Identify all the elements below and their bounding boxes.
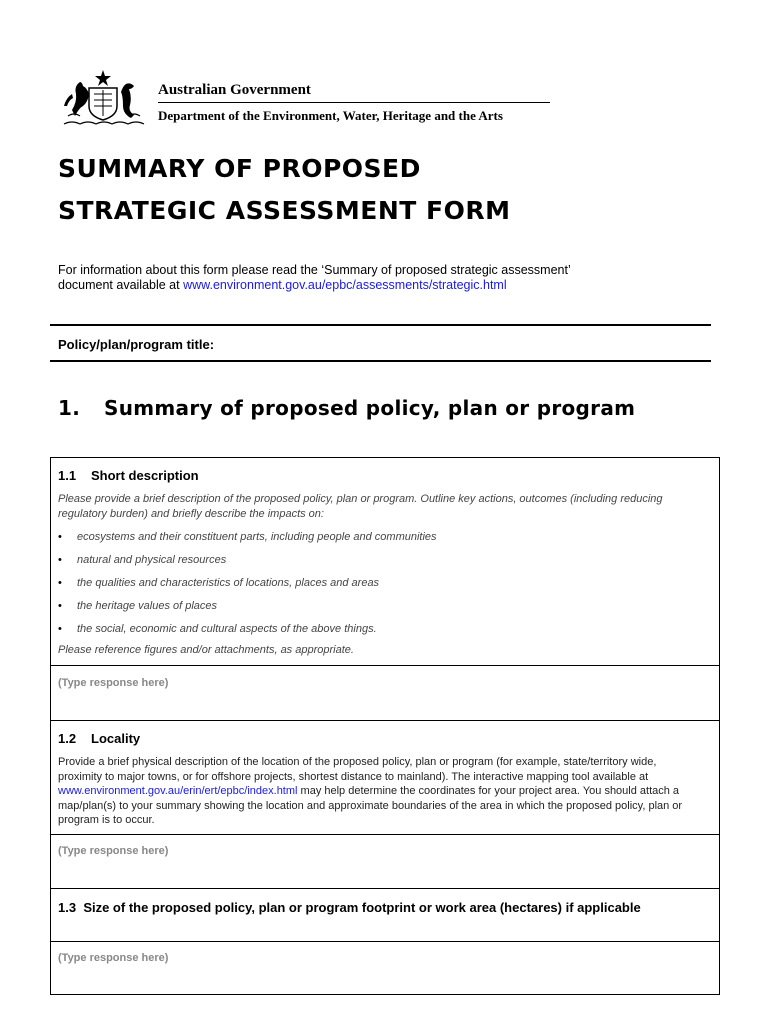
list-item: • the heritage values of places [58,599,698,622]
list-item: • the qualities and characteristics of locations, places and areas [58,576,698,599]
q1-3-response-placeholder[interactable]: (Type response here) [58,952,169,964]
list-item: • the social, economic and cultural aspects of the above things. [58,622,698,645]
q1-3-heading [58,900,698,916]
q1-1-note: Please reference figures and/or attachments, as appropriate. [58,644,354,656]
intro-line-2-prefix: document available at [58,278,184,292]
intro-text [58,263,698,293]
q1-2-text-before: Provide a brief physical description of the location of the proposed policy, plan or program (for example, state/territory wide, proximity to major towns, or for offshore projects, shortest distance to mainland). The interactive mapping tool available at [58,756,657,783]
document-title [58,148,511,232]
q1-2-number: 1.2 [58,731,77,746]
section-1-heading [58,395,658,421]
list-item: • natural and physical resources [58,553,698,576]
header-divider [158,102,550,103]
section-1-form [50,457,720,995]
q1-1-response-field[interactable] [51,666,719,721]
coat-of-arms-icon [58,64,148,128]
title-line-1: SUMMARY OF PROPOSED [58,154,421,183]
q1-2-response-placeholder[interactable]: (Type response here) [58,845,169,857]
q1-1-heading [58,468,199,484]
q1-3-description-cell [51,889,719,942]
q1-2-response-field[interactable] [51,835,719,889]
divider-top [50,324,711,326]
q1-2-description-cell [51,721,719,835]
q1-3-title: Size of the proposed policy, plan or program footprint or work area (hectares) if applicable [83,900,641,915]
policy-title-label: Policy/plan/program title: [58,337,215,352]
mapping-tool-link[interactable]: www.environment.gov.au/erin/ert/epbc/index.html [58,785,298,797]
list-item: • ecosystems and their constituent parts, including people and communities [58,530,698,553]
letterhead [58,64,558,128]
q1-1-bullet-list [58,530,698,645]
government-name: Australian Government [158,82,311,98]
q1-2-text-after: may help determine the coordinates for your project area. You should attach a map/plan(s) to your summary showing the location and approximate boundaries of the area in which the proposed policy, plan or program is to occur. [58,785,683,826]
q1-2-instruction [58,755,698,828]
q1-2-heading [58,731,140,747]
section-title: Summary of proposed policy, plan or program [104,396,636,420]
q1-1-number: 1.1 [58,468,77,483]
strategic-assessment-link[interactable]: www.environment.gov.au/epbc/assessments/strategic.html [183,278,507,292]
q1-1-response-placeholder[interactable]: (Type response here) [58,677,169,689]
q1-3-response-field[interactable] [51,942,719,994]
title-line-2: STRATEGIC ASSESSMENT FORM [58,196,511,225]
intro-line-1: For information about this form please read the ‘Summary of proposed strategic assessment’ [58,263,571,277]
department-name: Department of the Environment, Water, Heritage and the Arts [158,108,503,123]
q1-1-description-cell [51,458,719,666]
q1-2-title: Locality [91,731,141,746]
divider-bottom [50,360,711,362]
q1-1-title: Short description [91,468,199,483]
q1-3-number: 1.3 [58,900,77,915]
section-number: 1. [58,396,81,420]
q1-1-instruction: Please provide a brief description of the proposed policy, plan or program. Outline key actions, outcomes (including reducing regulatory burden) and briefly describe the impacts on: [58,493,663,520]
